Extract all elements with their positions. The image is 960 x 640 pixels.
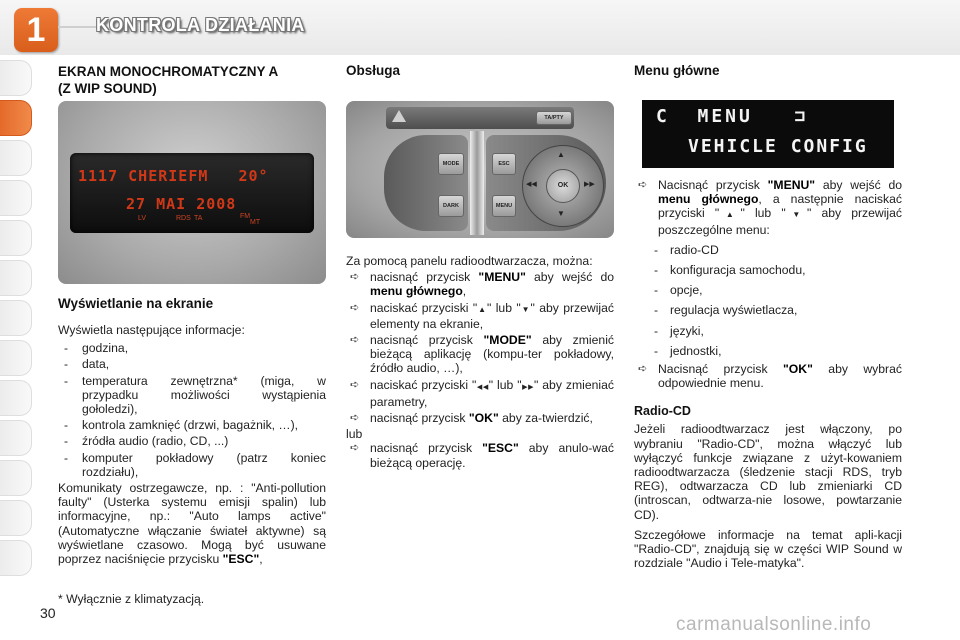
submenu-item — [634, 283, 902, 297]
chapter-tab[interactable] — [0, 380, 32, 416]
col1-body — [58, 323, 326, 566]
item-text: " lub " — [740, 206, 786, 221]
submenu-item — [634, 243, 902, 257]
chapter-tab[interactable] — [0, 260, 32, 296]
pointer-arrow-icon: ➪ — [350, 271, 360, 284]
item-bold: "MENU" — [767, 178, 816, 192]
pointer-arrow-icon: ➪ — [350, 301, 360, 314]
list-text: data, — [82, 357, 110, 372]
item-text: aby za-twierdzić, — [502, 411, 593, 426]
action-item — [346, 441, 614, 469]
item-text: aby zmienić bieżącą aplikację (kompu-ter pokładowy, źródło audio, …), — [370, 333, 614, 376]
item-text: aby wejść do — [534, 270, 615, 285]
submenu-text: radio-CD — [670, 242, 719, 257]
pointer-arrow-icon: ➪ — [350, 412, 360, 425]
chapter-tab[interactable] — [0, 420, 32, 456]
item-bold: "MODE" — [483, 333, 532, 348]
item-text: aby anulo-wać bieżącą operację. — [370, 441, 614, 470]
forward-icon: ▶▶ — [521, 383, 535, 391]
dash-bullet: - — [64, 418, 69, 433]
action-item — [346, 411, 614, 425]
esc-button[interactable]: ESC — [492, 153, 516, 175]
rewind-icon[interactable]: ◀◀ — [526, 181, 537, 188]
submenu-text: jednostki, — [670, 343, 722, 358]
up-arrow-icon: ▲ — [477, 304, 488, 314]
watermark: carmanualsonline.info — [676, 614, 872, 635]
action-item — [346, 301, 614, 331]
intro-text: Za pomocą panelu radioodtwarzacza, można: — [346, 254, 593, 268]
radio-panel-photo — [346, 101, 614, 238]
or-text: lub — [346, 427, 363, 442]
item-text: " lub " — [488, 377, 522, 392]
item-bold: "OK" — [783, 362, 813, 377]
item-text: " aby przewijać poszczególne menu: — [658, 206, 902, 237]
title-line: EKRAN MONOCHROMATYCZNY A — [58, 64, 279, 79]
chapter-tab[interactable] — [0, 540, 32, 576]
menu-display-line-2: VEHICLE CONFIG — [688, 136, 868, 157]
page-number: 30 — [40, 605, 56, 621]
list-item — [58, 357, 326, 371]
menu-display-line-1: C MENU ⊐ — [656, 106, 809, 127]
mode-button[interactable]: MODE — [438, 153, 464, 175]
submenu-text: języki, — [670, 323, 704, 338]
item-text: nacisnąć przycisk — [370, 270, 471, 285]
col2-body — [346, 254, 614, 470]
hazard-icon — [392, 110, 406, 122]
down-arrow-icon: ▼ — [785, 210, 808, 220]
lcd-label: TA — [194, 215, 203, 222]
list-item — [58, 374, 326, 417]
chapter-tab[interactable] — [0, 340, 32, 376]
up-arrow-icon[interactable]: ▲ — [557, 150, 565, 159]
pointer-arrow-icon: ➪ — [638, 179, 648, 191]
pointer-arrow-icon: ➪ — [350, 334, 360, 347]
submenu-item — [634, 344, 902, 358]
dash-bullet: - — [64, 357, 69, 372]
list-text: kontrola zamknięć (drzwi, bagażnik, …), — [82, 418, 299, 433]
lcd-label: FM — [240, 213, 251, 220]
monochrome-display-photo — [58, 101, 326, 284]
ok-button[interactable]: OK — [546, 169, 580, 203]
lcd-label: LV — [138, 215, 147, 222]
item-text: nacisnąć przycisk — [370, 441, 473, 456]
menu-button[interactable]: MENU — [492, 195, 516, 217]
item-text: nacisnąć przycisk — [370, 411, 466, 426]
lcd-label: RDS — [176, 215, 191, 222]
chapter-tab[interactable] — [0, 460, 32, 496]
dash-bullet: - — [654, 303, 659, 318]
dash-bullet: - — [654, 263, 659, 278]
item-bold: "OK" — [468, 411, 499, 426]
list-item — [58, 341, 326, 355]
ta-pty-button[interactable]: TA/PTY — [536, 111, 572, 125]
pointer-arrow-icon: ➪ — [350, 378, 360, 391]
chapter-tab[interactable] — [0, 500, 32, 536]
down-arrow-icon[interactable]: ▼ — [557, 209, 565, 218]
dash-bullet: - — [654, 343, 659, 358]
item-bold: menu głównego — [370, 284, 463, 299]
item-text: aby wybrać odpowiednie menu. — [658, 362, 902, 391]
item-bold: "ESC" — [482, 441, 519, 456]
list-item — [58, 418, 326, 432]
list-text: temperatura zewnętrzna* (miga, w przypadku możliwości wystąpienia gołoledzi), — [82, 373, 326, 417]
chapter-tab[interactable] — [0, 180, 32, 216]
intro-text: Wyświetla następujące informacje: — [58, 323, 245, 337]
menu-display-screen — [642, 100, 894, 168]
submenu-text: konfiguracja samochodu, — [670, 263, 806, 278]
list-item — [58, 434, 326, 448]
dark-button[interactable]: DARK — [438, 195, 464, 217]
chapter-number-badge: 1 — [14, 8, 58, 52]
chapter-tab-active[interactable] — [0, 100, 32, 136]
dash-bullet: - — [654, 283, 659, 298]
action-item — [346, 378, 614, 409]
chapter-tab[interactable] — [0, 140, 32, 176]
submenu-text: opcje, — [670, 283, 703, 298]
item-text: " aby zmieniać parametry, — [370, 377, 614, 409]
item-text: , — [462, 284, 467, 299]
item-text: Nacisnąć przycisk — [658, 178, 760, 192]
dash-bullet: - — [64, 373, 69, 388]
forward-icon[interactable]: ▶▶ — [584, 181, 595, 188]
pointer-arrow-icon: ➪ — [350, 442, 360, 455]
item-text: naciskać przyciski " — [370, 300, 478, 315]
para-end: , — [259, 552, 263, 567]
action-item — [346, 333, 614, 376]
para-text: Komunikaty ostrzegawcze, np. : "Anti-pollution faulty" (Usterka systemu emisji spalin) lub informacyjne, np.: "Auto lamps active" (Automatyczne włączanie świateł aktywne) są wyświetlane czasowo. Mogą być usuwane poprzez naciśnięcie przycisku — [58, 481, 326, 567]
list-text: komputer pokładowy (patrz koniec rozdziału), — [82, 450, 326, 479]
footnote: * Wyłącznie z klimatyzacją. — [58, 592, 205, 606]
submenu-item — [634, 324, 902, 338]
subheading-display-info: Wyświetlanie na ekranie — [58, 296, 214, 311]
dash-bullet: - — [654, 323, 659, 338]
section-title-operation: Obsługa — [346, 63, 401, 78]
esc-label: "ESC" — [222, 552, 260, 567]
radio-cd-paragraph: Jeżeli radioodtwarzacz jest włączony, po wybraniu "Radio-CD", można włączyć lub wyłączyć funkcje związane z użyt-kowaniem radioodtwarzacza (śledzenie stacji RDS, tryb REG), odtwarzacza CD lub zmieniarki CD (introscan, odtwarza-nie losowe, powtarzanie CD). — [634, 422, 902, 522]
section-title-main-menu: Menu główne — [634, 63, 720, 78]
dash-bullet: - — [654, 242, 659, 257]
lcd-label: MT — [250, 219, 261, 226]
dash-bullet: - — [64, 341, 69, 356]
item-text: naciskać przyciski " — [370, 377, 477, 392]
radio-cd-reference-paragraph: Szczegółowe informacje na temat apli-kacji "Radio-CD", znajdują się w części WIP Sound w rozdziale "Audio i Tele-matyka". — [634, 527, 902, 571]
list-text: źródła audio (radio, CD, ...) — [82, 434, 229, 449]
item-bold: menu głównego — [658, 192, 759, 207]
submenu-text: regulacja wyświetlacza, — [670, 303, 798, 318]
item-text: aby wejść do — [822, 178, 903, 192]
item-text: nacisnąć przycisk — [370, 333, 473, 348]
chapter-tabs — [0, 60, 34, 580]
item-bold: "MENU" — [478, 270, 526, 285]
chapter-title: KONTROLA DZIAŁANIA — [96, 15, 305, 35]
rewind-icon: ◀◀ — [476, 383, 489, 391]
chapter-tab[interactable] — [0, 300, 32, 336]
action-item — [634, 362, 902, 390]
submenu-item — [634, 263, 902, 277]
chapter-tab[interactable] — [0, 60, 32, 96]
item-text: , a następnie naciskać przyciski " — [658, 192, 902, 221]
action-item — [346, 270, 614, 298]
dash-bullet: - — [64, 450, 69, 465]
subheading-radio-cd: Radio-CD — [634, 404, 691, 419]
list-item — [58, 451, 326, 479]
col3-body — [634, 178, 902, 570]
dash-bullet: - — [64, 434, 69, 449]
submenu-item — [634, 303, 902, 317]
pointer-arrow-icon: ➪ — [638, 363, 648, 376]
lcd-line-1: 1117 CHERIEFM 20° — [78, 167, 269, 185]
item-text: " lub " — [487, 300, 521, 315]
warning-paragraph — [58, 481, 326, 566]
list-text: godzina, — [82, 341, 129, 356]
header-divider — [58, 26, 98, 28]
section-title-monochrome-display — [58, 63, 328, 97]
lcd-screen — [70, 153, 314, 233]
item-text: " aby przewijać elementy na ekranie, — [370, 300, 614, 331]
down-arrow-icon: ▼ — [520, 304, 531, 314]
lcd-line-2: 27 MAI 2008 — [126, 195, 237, 213]
title-line: (Z WIP SOUND) — [58, 81, 157, 96]
action-item — [634, 178, 902, 237]
up-arrow-icon: ▲ — [719, 210, 741, 220]
chapter-tab[interactable] — [0, 220, 32, 256]
item-text: Nacisnąć przycisk — [658, 362, 768, 377]
panel-divider — [470, 131, 484, 235]
